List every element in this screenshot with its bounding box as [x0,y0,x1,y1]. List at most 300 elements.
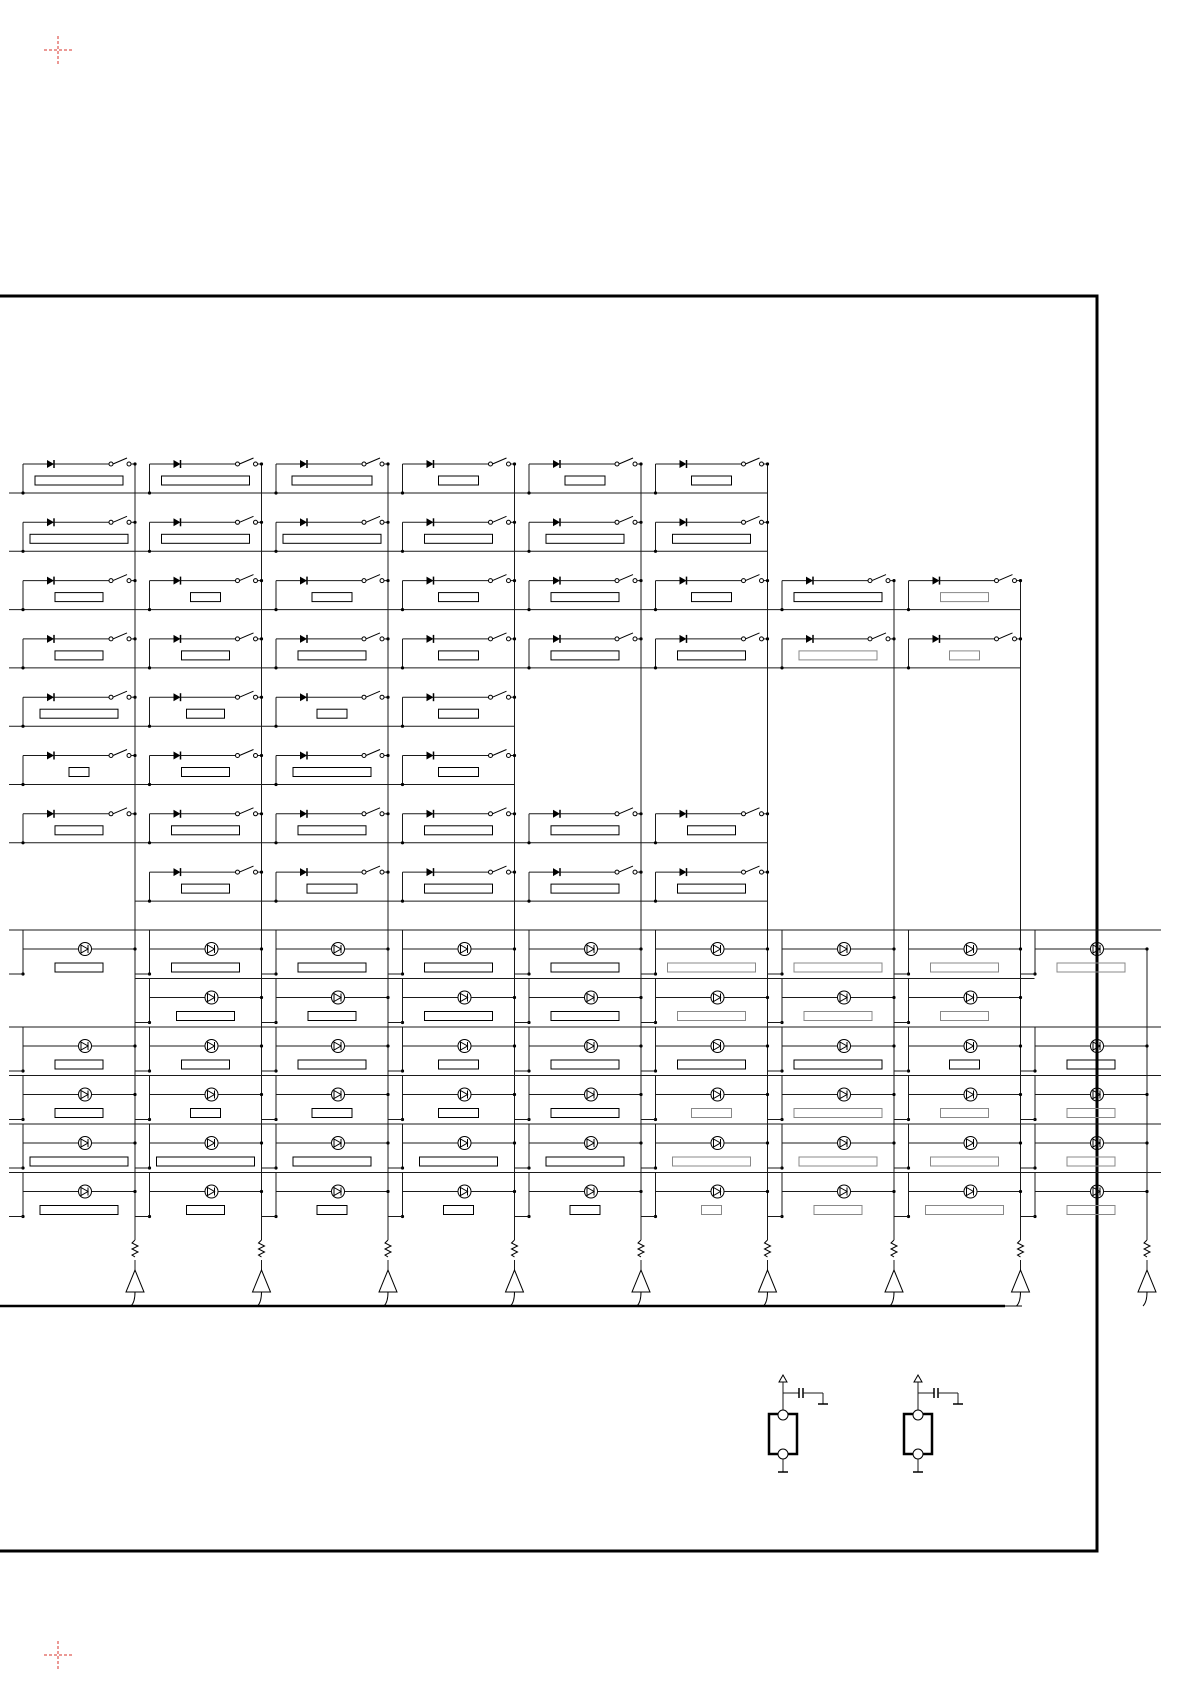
switch-contact-icon [615,462,619,466]
component-label-box [678,1012,746,1021]
led-icon [711,991,724,1004]
component-label-box [187,709,225,718]
switch-contact-icon [868,637,872,641]
led-cell [895,1173,1035,1219]
diode-icon [47,635,54,643]
led-icon [205,991,218,1004]
component-label-box [941,1012,989,1021]
switch-icon [746,575,760,581]
switch-cell [136,633,264,670]
diode-icon [680,460,687,468]
led-icon [964,991,977,1004]
led-icon [585,1137,598,1150]
ground-triangle-icon [126,1270,144,1292]
component-label-box [283,534,381,543]
component-label-box [293,768,371,777]
component-label-box [439,593,479,602]
led-cell [262,1076,402,1122]
switch-icon [999,633,1013,639]
diode-icon [806,635,813,643]
component-label-box [182,768,230,777]
switch-icon [113,575,127,581]
component-label-box [673,1157,751,1166]
switch-icon [493,866,507,872]
switch-icon [366,575,380,581]
switch-contact-icon [742,579,746,583]
switch-contact-icon [362,579,366,583]
component-label-box [1067,1109,1115,1118]
led-cell [1021,1027,1161,1073]
component-label-box [688,826,736,835]
ground-triangle-icon [1138,1270,1156,1292]
component-label-box [425,963,493,972]
component-label-box [551,593,619,602]
diode-icon [680,868,687,876]
led-icon [838,1185,851,1198]
component-label-box [702,1206,722,1215]
led-cell [389,1027,529,1073]
diode-icon [300,693,307,701]
switch-icon [240,516,254,522]
switch-contact-icon [489,754,493,758]
switch-contact-icon [362,695,366,699]
component-label-box [308,1012,356,1021]
led-icon [458,1040,471,1053]
switch-contact-icon [236,870,240,874]
switch-contact-icon [362,754,366,758]
diode-icon [47,577,54,585]
resistor-icon [1144,1240,1150,1257]
switch-icon [619,516,633,522]
switch-contact-icon [236,754,240,758]
switch-icon [240,750,254,756]
led-cell [768,930,908,976]
switch-icon [113,458,127,464]
led-icon [205,943,218,956]
switch-contact-icon [742,812,746,816]
component-label-box [425,534,493,543]
switch-cell [262,866,390,903]
diode-icon [680,635,687,643]
resistor-icon [638,1240,644,1257]
ground-triangle-icon [253,1270,271,1292]
led-cell [1021,930,1161,976]
component-label-box [673,534,751,543]
switch-cell [768,575,896,612]
led-cell [768,1076,908,1122]
component-label-box [182,1060,230,1069]
switch-contact-icon [236,462,240,466]
resistor-icon [259,1240,265,1257]
led-icon [711,943,724,956]
diode-icon [427,460,434,468]
component-label-box [425,884,493,893]
column-terminal [506,1240,524,1306]
switch-cell [136,691,264,728]
switch-icon [619,808,633,814]
switch-cell [515,458,643,495]
led-cell [262,1173,402,1219]
switch-cell [262,808,390,845]
led-icon [585,1040,598,1053]
led-cell [389,1076,529,1122]
component-label-box [55,963,103,972]
crop-marks [44,36,72,1669]
led-cell [642,1027,782,1073]
led-icon [79,1185,92,1198]
switch-contact-icon [995,637,999,641]
led-cell [262,1027,402,1073]
diode-icon [174,810,181,818]
component-label-box [439,709,479,718]
led-cell [642,979,782,1025]
switch-contact-icon [615,812,619,816]
switch-icon [366,633,380,639]
component-label-box [941,593,989,602]
switch-icon [493,808,507,814]
component-label-box [425,1012,493,1021]
switch-icon [240,458,254,464]
led-cell [262,979,402,1025]
switch-icon [493,575,507,581]
led-icon [79,1137,92,1150]
led-cell [1021,1173,1161,1219]
switch-icon [113,750,127,756]
led-cell [515,1027,655,1073]
led-cell [515,1076,655,1122]
component-label-box [292,476,372,485]
component-label-box [570,1206,600,1215]
led-cell [895,979,1035,1025]
resistor-icon [891,1240,897,1257]
led-cell [895,1124,1035,1170]
switch-contact-icon [109,637,113,641]
diode-icon [300,752,307,760]
switch-icon [113,808,127,814]
led-icon [838,991,851,1004]
switch-icon [619,575,633,581]
switch-contact-icon [615,520,619,524]
diode-icon [300,577,307,585]
diode-icon [427,518,434,526]
column-terminal [126,1240,144,1306]
switch-icon [746,866,760,872]
component-label-box [551,1012,619,1021]
led-icon [332,1185,345,1198]
diode-icon [553,810,560,818]
led-icon [711,1088,724,1101]
diode-icon [300,810,307,818]
led-cell [389,1124,529,1170]
switch-contact-icon [489,812,493,816]
switch-contact-icon [742,462,746,466]
component-label-box [804,1012,872,1021]
led-icon [585,1088,598,1101]
component-label-box [439,1060,479,1069]
switch-contact-icon [236,812,240,816]
led-icon [711,1185,724,1198]
switch-icon [493,691,507,697]
led-icon [838,1137,851,1150]
resistor-icon [132,1240,138,1257]
switch-cell [9,458,137,495]
component-label-box [69,768,89,777]
led-cell [642,930,782,976]
switch-cell [136,866,264,903]
switch-icon [366,458,380,464]
diode-icon [553,460,560,468]
component-label-box [312,593,352,602]
diode-icon [933,635,940,643]
switch-cell [389,691,517,728]
switch-cell [389,516,517,553]
diode-icon [47,518,54,526]
switch-contact-icon [742,637,746,641]
switch-cell [642,633,770,670]
led-cell [515,930,655,976]
led-cell [136,1124,276,1170]
column-terminals [0,1240,1156,1306]
led-icon [838,1088,851,1101]
switch-icon [493,516,507,522]
led-cell [389,1173,529,1219]
component-label-box [439,651,479,660]
led-cell [9,1076,149,1122]
switch-contact-icon [615,579,619,583]
component-label-box [40,709,118,718]
key-matrix [9,458,1161,1240]
resistor-icon [765,1240,771,1257]
led-icon [585,991,598,1004]
component-label-box [55,1109,103,1118]
led-cell [9,1124,149,1170]
led-cell [389,979,529,1025]
component-label-box [551,1060,619,1069]
diode-icon [174,752,181,760]
component-label-box [678,651,746,660]
capacitor-icon [799,1388,803,1398]
switch-cell [136,750,264,787]
diode-icon [300,868,307,876]
switch-contact-icon [489,695,493,699]
ground-triangle-icon [1012,1270,1030,1292]
component-label-box [551,1109,619,1118]
led-icon [458,1137,471,1150]
led-icon [458,943,471,956]
diode-icon [47,693,54,701]
switch-cell [515,575,643,612]
switch-cell [262,750,390,787]
switch-icon [366,516,380,522]
led-cell [262,930,402,976]
switch-cell [768,633,896,670]
led-cell [9,1027,149,1073]
led-cell [136,1027,276,1073]
switch-cell [895,575,1023,612]
resistor-icon [512,1240,518,1257]
component-label-box [678,884,746,893]
capacitor-icon [934,1388,938,1398]
switch-cell [642,516,770,553]
column-terminal [885,1240,903,1306]
diode-icon [47,752,54,760]
power-arrow-icon [779,1375,787,1382]
component-label-box [546,1157,624,1166]
led-icon [585,943,598,956]
led-cell [136,930,276,976]
switch-icon [113,633,127,639]
switch-contact-icon [236,520,240,524]
component-label-box [814,1206,862,1215]
switch-contact-icon [109,520,113,524]
component-label-box [692,476,732,485]
component-label-box [298,826,366,835]
switch-cell [136,458,264,495]
switch-cell [9,808,137,845]
diode-icon [427,693,434,701]
led-icon [332,943,345,956]
switch-cell [262,458,390,495]
diode-icon [300,460,307,468]
diode-icon [553,635,560,643]
component-label-box [439,768,479,777]
component-label-box [546,534,624,543]
switch-contact-icon [615,637,619,641]
diode-icon [427,635,434,643]
diode-icon [47,810,54,818]
component-label-box [1067,1206,1115,1215]
column-terminal [253,1240,271,1306]
component-label-box [439,476,479,485]
component-label-box [298,1060,366,1069]
switch-cell [642,808,770,845]
diode-icon [427,577,434,585]
component-label-box [799,1157,877,1166]
led-cell [895,1027,1035,1073]
switch-contact-icon [995,579,999,583]
switch-icon [619,458,633,464]
diode-icon [680,518,687,526]
switch-contact-icon [489,520,493,524]
led-cell [895,930,1035,976]
led-cell [515,1173,655,1219]
component-label-box [298,963,366,972]
connector-group [769,1375,963,1472]
diode-icon [806,577,813,585]
led-cell [1021,1124,1161,1170]
component-label-box [444,1206,474,1215]
switch-cell [262,516,390,553]
led-icon [964,1185,977,1198]
diode-icon [300,518,307,526]
switch-icon [366,691,380,697]
ground-triangle-icon [632,1270,650,1292]
switch-icon [493,750,507,756]
switch-contact-icon [742,520,746,524]
switch-icon [113,691,127,697]
led-icon [332,1137,345,1150]
component-label-box [30,534,128,543]
diode-icon [174,518,181,526]
switch-cell [9,750,137,787]
component-label-box [307,884,357,893]
connector-symbol [904,1375,963,1472]
led-icon [964,943,977,956]
switch-icon [746,458,760,464]
component-label-box [425,826,493,835]
component-label-box [931,1157,999,1166]
switch-cell [136,516,264,553]
switch-contact-icon [236,695,240,699]
component-label-box [312,1109,352,1118]
component-label-box [1057,963,1125,972]
component-label-box [162,476,250,485]
led-icon [711,1040,724,1053]
diode-icon [174,693,181,701]
switch-icon [493,458,507,464]
column-terminal [1138,1240,1156,1306]
led-icon [964,1040,977,1053]
led-cell [389,930,529,976]
led-icon [79,1088,92,1101]
ground-triangle-icon [506,1270,524,1292]
component-label-box [55,593,103,602]
switch-contact-icon [109,812,113,816]
switch-cell [9,516,137,553]
component-label-box [182,884,230,893]
switch-cell [389,750,517,787]
switch-cell [389,808,517,845]
component-label-box [692,593,732,602]
connector-symbol [769,1375,828,1472]
switch-contact-icon [489,579,493,583]
switch-icon [366,808,380,814]
switch-contact-icon [109,695,113,699]
led-icon [205,1040,218,1053]
component-label-box [30,1157,128,1166]
led-icon [838,1040,851,1053]
switch-cell [262,633,390,670]
switch-cell [515,808,643,845]
switch-cell [389,633,517,670]
led-cell [768,1173,908,1219]
switch-icon [366,750,380,756]
switch-icon [240,575,254,581]
led-icon [332,991,345,1004]
led-cell [895,1076,1035,1122]
component-label-box [177,1012,235,1021]
component-label-box [551,884,619,893]
crop-mark-icon [44,1641,72,1669]
component-label-box [794,963,882,972]
component-label-box [926,1206,1004,1215]
led-cell [642,1124,782,1170]
component-label-box [439,1109,479,1118]
component-label-box [162,534,250,543]
component-label-box [794,593,882,602]
led-cell [515,979,655,1025]
led-cell [768,979,908,1025]
switch-icon [872,575,886,581]
led-icon [964,1137,977,1150]
led-icon [332,1088,345,1101]
crop-mark-icon [44,36,72,64]
column-terminal [379,1240,397,1306]
component-label-box [794,1109,882,1118]
switch-icon [746,808,760,814]
component-label-box [172,963,240,972]
switch-contact-icon [362,870,366,874]
